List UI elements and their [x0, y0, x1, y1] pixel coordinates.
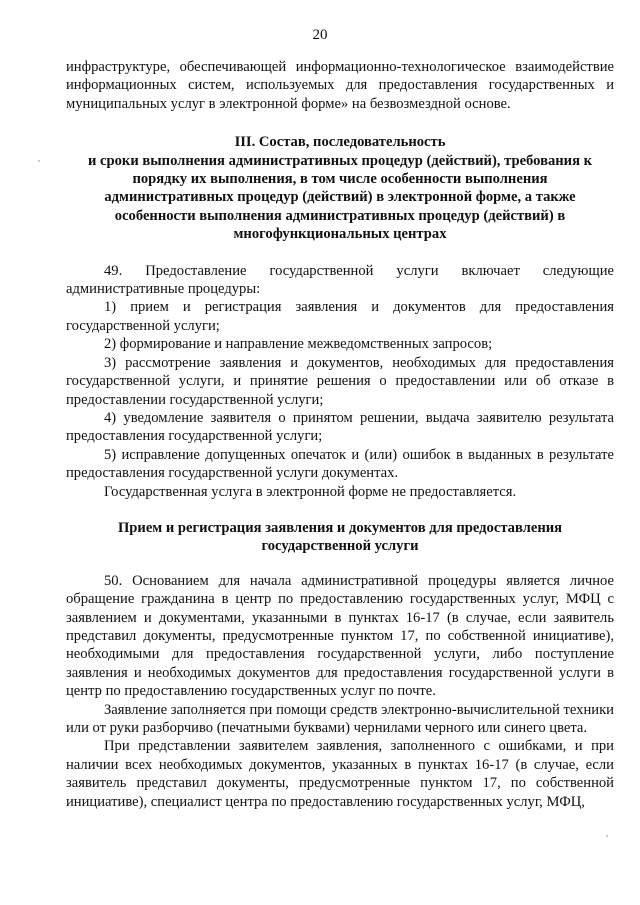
section-heading-line: порядку их выполнения, в том числе особенности выполнения — [132, 171, 548, 188]
spacer — [66, 556, 614, 572]
paragraph-49: 49. Предоставление государственной услуги включает следующие административные процедуры: — [66, 262, 614, 298]
section-heading-line: многофункциональных центрах — [233, 226, 447, 243]
spacer — [66, 501, 614, 519]
spacer — [66, 244, 614, 262]
subsection-heading-line: государственной услуги — [261, 538, 419, 555]
intro-paragraph: инфраструктуре, обеспечивающей информационно-технологическое взаимодействие информационных систем, используемых для предоставления государственных и муниципальных услуг в электронной форме» на безвозмездной основе. — [66, 59, 614, 112]
electronic-form-note: Государственная услуга в электронной форме не предоставляется. — [104, 483, 517, 500]
list-item-2: 2) формирование и направление межведомственных запросов; — [104, 336, 493, 353]
section-heading-line: III. Состав, последовательность — [234, 134, 446, 151]
scan-speck — [38, 160, 40, 162]
section-heading-line: административных процедур (действий) в электронной форме, а также — [104, 189, 576, 206]
list-item-3: 3) рассмотрение заявления и документов, необходимых для предоставления государственной услуги, и принятие решения о предоставлении или об отказе в предоставлении государственной услуги; — [66, 354, 614, 408]
application-filling-paragraph: Заявление заполняется при помощи средств электронно-вычислительной техники или от руки разборчиво (печатными буквами) чернилами черного или синего цвета. — [66, 701, 614, 736]
subsection-heading-line: Прием и регистрация заявления и документов для предоставления — [117, 519, 563, 536]
spacer — [66, 113, 614, 133]
section-heading-line: и сроки выполнения административных процедур (действий), требования к — [87, 152, 593, 169]
section-heading — [66, 133, 614, 243]
document-body — [66, 58, 614, 811]
list-item-4: 4) уведомление заявителя о принятом решении, выдача заявителю результата предоставления государственной услуги; — [66, 409, 614, 445]
section-heading-line: особенности выполнения административных процедур (действий) в — [114, 207, 566, 224]
list-item-5: 5) исправление допущенных опечаток и (или) ошибок в выданных в результате предоставления государственной услуги документах. — [66, 446, 614, 482]
subsection-heading — [66, 519, 614, 556]
page-number: 20 — [312, 27, 328, 43]
errors-paragraph: При представлении заявителем заявления, заполненного с ошибками, и при наличии всех необходимых документов, указанных в пунктах 16-17 (в случае, если заявитель представил документы, предусмотренные пунктом 17, по собственной инициативе), специалист центра по предоставлению государственных услуг, МФЦ, — [66, 738, 614, 810]
list-item-1: 1) прием и регистрация заявления и документов для предоставления государственной услуги; — [66, 299, 614, 334]
scan-speck — [606, 835, 608, 837]
paragraph-50: 50. Основанием для начала административной процедуры является личное обращение гражданина в центр по предоставлению государственных услуг, МФЦ с заявлением и документами, указанными в пунктах 16-17 (в случае, если заявитель представил документы, предусмотренные пунктом 17, по собственной инициативе), необходимыми для предоставления государственной услуги, либо поступление заявления и необходимых документов для предоставления государственной услуги в центр по предоставлению государственных услуг по почте. — [66, 572, 614, 700]
